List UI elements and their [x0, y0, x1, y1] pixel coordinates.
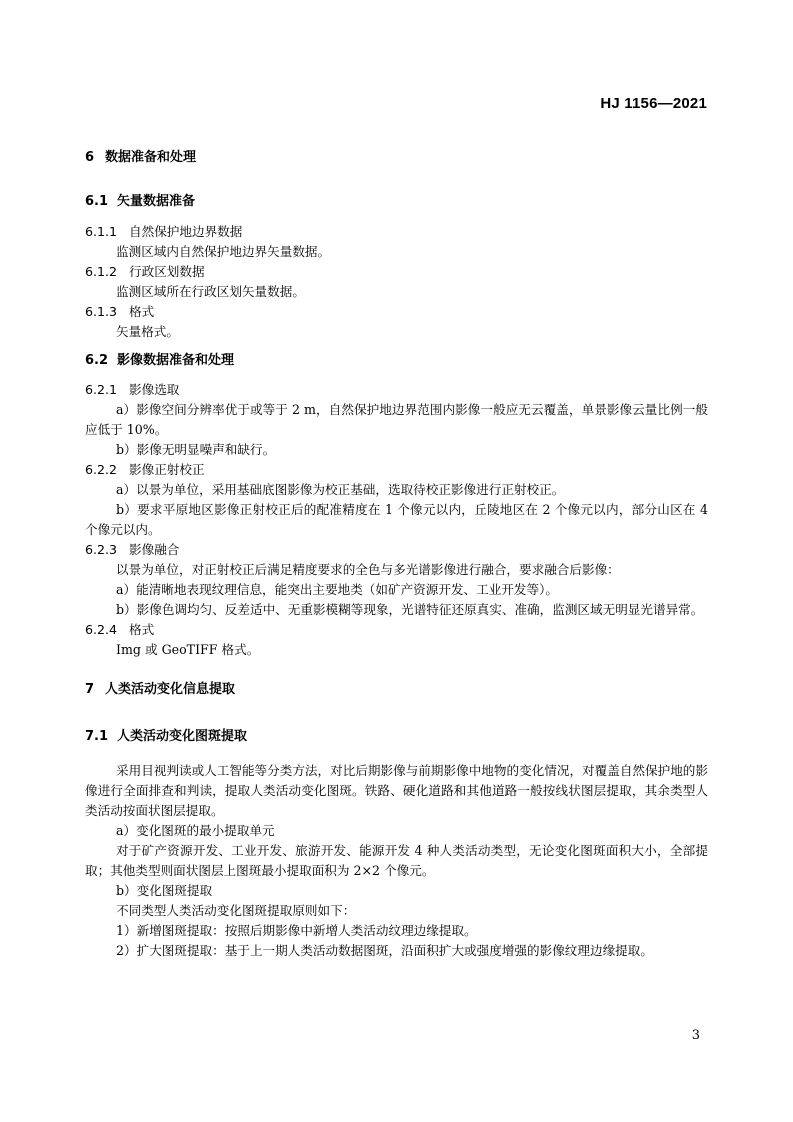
section-heading-6-1-1 [85, 222, 708, 242]
section-number: 6.1 [85, 194, 109, 209]
paragraph: 以景为单位，对正射校正后满足精度要求的全色与多光谱影像进行融合，要求融合后影像： [116, 562, 620, 577]
section-heading-6-2 [85, 351, 708, 371]
section-number: 6.1.2 [85, 264, 118, 279]
section-heading-7 [85, 680, 708, 700]
list-item: b）影像无明显噪声和缺行。 [116, 442, 276, 457]
document-body [85, 148, 708, 961]
paragraph: 监测区域所在行政区划矢量数据。 [116, 284, 305, 299]
section-title: 行政区划数据 [129, 264, 205, 279]
section-title: 人类活动变化图斑提取 [117, 729, 248, 744]
section-title: 影像选取 [129, 382, 180, 397]
section-number: 6.2.4 [85, 622, 118, 637]
section-number: 6.1.3 [85, 304, 118, 319]
section-number: 6 [85, 150, 95, 165]
section-heading-6-1-2 [85, 262, 708, 282]
section-heading-6-2-2 [85, 460, 708, 480]
list-item: b）变化图斑提取 [116, 883, 213, 898]
list-item: a）变化图斑的最小提取单元 [116, 823, 275, 838]
list-item: a）影像空间分辨率优于或等于 2 m，自然保护地边界范围内影像一般应无云覆盖，单景影像云量比例一般应低于 10%。 [85, 402, 708, 437]
paragraph: 监测区域内自然保护地边界矢量数据。 [116, 244, 331, 259]
section-number: 6.2.2 [85, 462, 118, 477]
section-heading-6-2-3 [85, 540, 708, 560]
section-heading-6-1-3 [85, 302, 708, 322]
paragraph: 矢量格式。 [116, 324, 179, 339]
paragraph: Img 或 GeoTIFF 格式。 [116, 642, 260, 657]
section-heading-7-1 [85, 727, 708, 747]
list-item: a）以景为单位，采用基础底图影像为校正基础，选取待校正影像进行正射校正。 [116, 482, 565, 497]
section-heading-6-2-1 [85, 380, 708, 400]
section-title: 人类活动变化信息提取 [105, 682, 236, 697]
list-item: a）能清晰地表现纹理信息，能突出主要地类（如矿产资源开发、工业开发等）。 [116, 582, 558, 597]
paragraph: 对于矿产资源开发、工业开发、旅游开发、能源开发 4 种人类活动类型，无论变化图斑面积大小，全部提取；其他类型则面状图层上图斑最小提取面积为 2×2 个像元。 [85, 843, 708, 878]
section-number: 6.2.3 [85, 542, 118, 557]
section-title: 数据准备和处理 [105, 150, 197, 165]
standard-code: HJ 1156—2021 [600, 95, 707, 112]
section-title: 影像数据准备和处理 [117, 353, 235, 368]
list-item: b）要求平原地区影像正射校正后的配准精度在 1 个像元以内，丘陵地区在 2 个像元以内，部分山区在 4 个像元以内。 [85, 502, 708, 537]
section-number: 6.2 [85, 353, 109, 368]
paragraph: 采用目视判读或人工智能等分类方法，对比后期影像与前期影像中地物的变化情况，对覆盖自然保护地的影像进行全面排查和判读，提取人类活动变化图斑。铁路、硬化道路和其他道路一般按线状图层提取，其余类型人类活动按面状图层提取。 [85, 763, 708, 818]
list-item: 1）新增图斑提取：按照后期影像中新增人类活动纹理边缘提取。 [116, 923, 477, 938]
section-number: 6.2.1 [85, 382, 118, 397]
section-heading-6 [85, 148, 708, 168]
paragraph: 不同类型人类活动变化图斑提取原则如下： [116, 903, 356, 918]
section-title: 格式 [129, 304, 155, 319]
section-number: 7 [85, 682, 95, 697]
section-heading-6-1 [85, 192, 708, 212]
list-item: 2）扩大图斑提取：基于上一期人类活动数据图斑，沿面积扩大或强度增强的影像纹理边缘提取。 [116, 943, 653, 958]
list-item: b）影像色调均匀、反差适中、无重影模糊等现象，光谱特征还原真实、准确，监测区域无明显光谱异常。 [116, 602, 704, 617]
section-number: 6.1.1 [85, 224, 118, 239]
section-number: 7.1 [85, 729, 109, 744]
section-title: 格式 [129, 622, 155, 637]
section-title: 自然保护地边界数据 [129, 224, 243, 239]
section-heading-6-2-4 [85, 620, 708, 640]
page-number: 3 [691, 1028, 700, 1043]
section-title: 影像融合 [129, 542, 180, 557]
section-title: 矢量数据准备 [117, 194, 196, 209]
section-title: 影像正射校正 [129, 462, 205, 477]
